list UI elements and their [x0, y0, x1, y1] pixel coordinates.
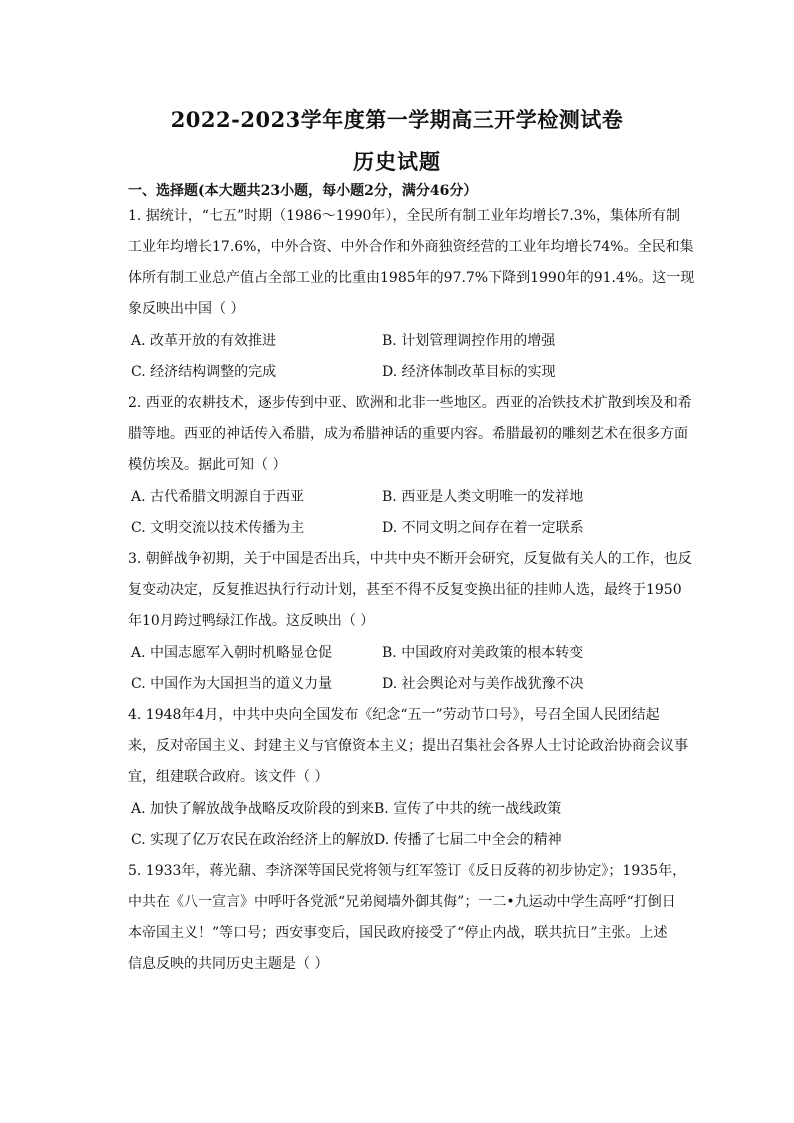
question-1-option-b: B. 计划管理调控作用的增强 — [382, 333, 556, 349]
question-1-option-d: D. 经济体制改革目标的实现 — [382, 364, 556, 380]
question-2-option-c: C. 文明交流以技术传播为主 — [131, 520, 305, 536]
question-4-line: 宜，组建联合政府。该文件（ ） — [128, 769, 329, 785]
question-3-option-b: B. 中国政府对美政策的根本转变 — [382, 645, 584, 661]
question-3-option-c: C. 中国作为大国担当的道义力量 — [131, 676, 333, 692]
question-4-line: 来，反对帝国主义、封建主义与官僚资本主义；提出召集社会各界人士讨论政治协商会议事 — [128, 738, 688, 754]
question-4-line: 4. 1948年4月，中共中央向全国发布《纪念“五一”劳动节口号》，号召全国人民团结起 — [128, 707, 660, 723]
question-1-line: 象反映出中国（ ） — [128, 301, 245, 317]
question-2-option-d: D. 不同文明之间存在着一定联系 — [382, 520, 584, 536]
question-3-line: 3. 朝鲜战争初期，关于中国是否出兵，中共中央不断开会研究，反复做有关人的工作，也反 — [128, 551, 692, 567]
question-4-option-d: D. 传播了七届二中全会的精神 — [374, 832, 562, 848]
section-heading: 一、选择题(本大题共23小题，每小题2分，满分46分） — [128, 183, 478, 199]
question-5-line: 本帝国主义！”等口号；西安事变后，国民政府接受了“停止内战，联共抗日”主张。上述 — [128, 925, 668, 941]
question-2-line: 腊等地。西亚的神话传入希腊，成为希腊神话的重要内容。希腊最初的雕刻艺术在很多方面 — [128, 426, 688, 442]
question-5-line: 5. 1933年，蒋光鼐、李济深等国民党将领与红军签订《反日反蒋的初步协定》；1935年， — [128, 863, 687, 879]
question-1-line: 1. 据统计，“七五”时期（1986～1990年），全民所有制工业年均增长7.3%，集体所有制 — [128, 208, 680, 224]
question-1-line: 工业年均增长17.6%，中外合资、中外合作和外商独资经营的工业年均增长74%。全民和集 — [128, 239, 694, 255]
question-2-option-a: A. 古代希腊文明源自于西亚 — [131, 489, 305, 505]
question-1-line: 体所有制工业总产值占全部工业的比重由1985年的97.7%下降到1990年的91.4%。这一现 — [128, 270, 695, 286]
question-2-line: 模仿埃及。据此可知（ ） — [128, 457, 287, 473]
question-1-option-c: C. 经济结构调整的完成 — [131, 364, 277, 380]
question-1-option-a: A. 改革开放的有效推进 — [131, 333, 277, 349]
question-5-line: 信息反映的共同历史主题是（ ） — [128, 956, 329, 972]
question-4-option-b: B. 宣传了中共的统一战线政策 — [374, 801, 562, 817]
question-3-line: 年10月跨过鸭绿江作战。这反映出（ ） — [128, 613, 375, 629]
question-3-option-a: A. 中国志愿军入朝时机略显仓促 — [131, 645, 333, 661]
exam-title: 2022-2023学年度第一学期高三开学检测试卷 — [170, 107, 624, 132]
question-4-option-c: C. 实现了亿万农民在政治经济上的解放 — [131, 832, 375, 848]
exam-subtitle: 历史试题 — [353, 149, 441, 174]
question-2-option-b: B. 西亚是人类文明唯一的发祥地 — [382, 489, 584, 505]
question-2-line: 2. 西亚的农耕技术，逐步传到中亚、欧洲和北非一些地区。西亚的冶铁技术扩散到埃及和希 — [128, 395, 692, 411]
question-4-option-a: A. 加快了解放战争战略反攻阶段的到来 — [131, 801, 375, 817]
question-5-line: 中共在《八一宣言》中呼吁各党派“兄弟阋墙外御其侮”；一二•九运动中学生高呼“打倒日 — [128, 894, 676, 910]
question-3-line: 复变动决定，反复推迟执行行动计划，甚至不得不反复变换出征的挂帅人选，最终于1950 — [128, 582, 682, 598]
question-3-option-d: D. 社会舆论对与美作战犹豫不决 — [382, 676, 584, 692]
